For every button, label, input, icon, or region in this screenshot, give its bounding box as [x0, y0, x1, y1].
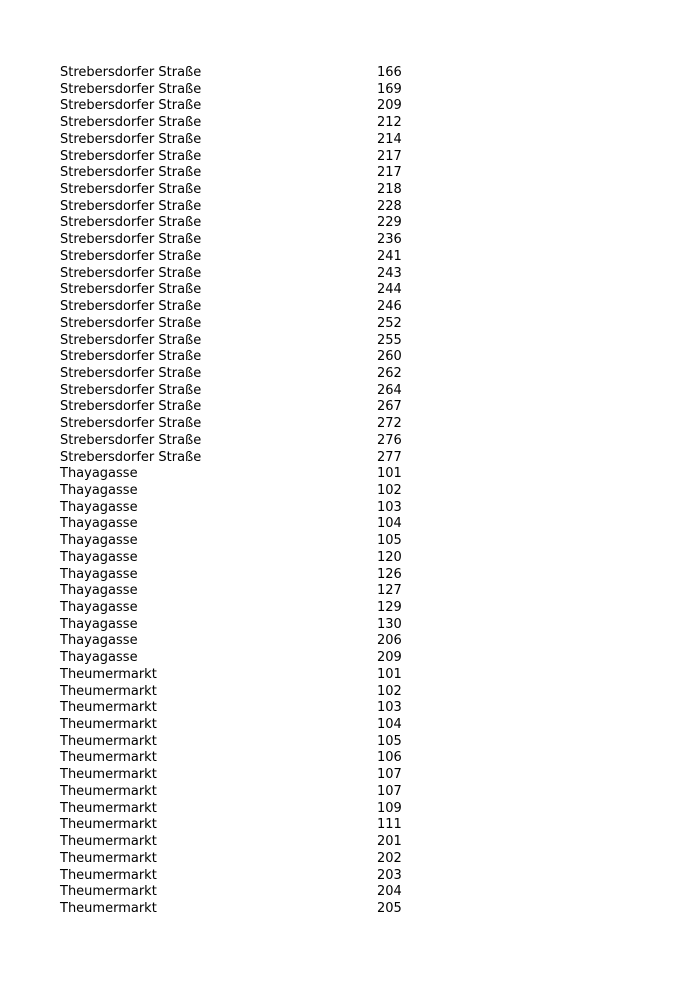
table-row	[60, 450, 420, 467]
house-number-cell: 246	[377, 299, 402, 315]
house-number-cell: 236	[377, 232, 402, 248]
street-name-cell: Thayagasse	[60, 516, 138, 532]
street-name-cell: Thayagasse	[60, 549, 138, 565]
house-number-cell: 262	[377, 365, 402, 381]
table-row	[60, 901, 420, 918]
table-row	[60, 165, 420, 182]
house-number-cell: 101	[377, 466, 402, 482]
street-name-cell: Strebersdorfer Straße	[60, 265, 202, 281]
table-row	[60, 784, 420, 801]
house-number-cell: 120	[377, 549, 402, 565]
table-row	[60, 533, 420, 550]
table-row	[60, 416, 420, 433]
house-number-cell: 204	[377, 884, 402, 900]
table-row	[60, 667, 420, 684]
table-row	[60, 282, 420, 299]
table-row	[60, 299, 420, 316]
table-row	[60, 399, 420, 416]
table-row	[60, 767, 420, 784]
table-row	[60, 516, 420, 533]
house-number-cell: 111	[377, 817, 402, 833]
street-name-cell: Strebersdorfer Straße	[60, 215, 202, 231]
street-name-cell: Theumermarkt	[60, 750, 157, 766]
table-row	[60, 583, 420, 600]
street-name-cell: Strebersdorfer Straße	[60, 248, 202, 264]
table-row	[60, 700, 420, 717]
house-number-cell: 102	[377, 683, 402, 699]
table-row	[60, 466, 420, 483]
street-name-cell: Strebersdorfer Straße	[60, 382, 202, 398]
street-name-cell: Thayagasse	[60, 616, 138, 632]
house-number-cell: 209	[377, 650, 402, 666]
table-row	[60, 750, 420, 767]
table-row	[60, 132, 420, 149]
street-name-cell: Theumermarkt	[60, 800, 157, 816]
house-number-cell: 244	[377, 282, 402, 298]
table-row	[60, 215, 420, 232]
table-row	[60, 617, 420, 634]
table-row	[60, 734, 420, 751]
street-name-cell: Theumermarkt	[60, 867, 157, 883]
street-name-cell: Strebersdorfer Straße	[60, 432, 202, 448]
table-row	[60, 349, 420, 366]
house-number-cell: 109	[377, 800, 402, 816]
table-row	[60, 851, 420, 868]
house-number-cell: 218	[377, 182, 402, 198]
table-row	[60, 817, 420, 834]
street-name-cell: Thayagasse	[60, 600, 138, 615]
street-name-cell: Strebersdorfer Straße	[60, 399, 202, 415]
house-number-cell: 228	[377, 198, 402, 214]
street-name-cell: Theumermarkt	[60, 717, 157, 733]
street-name-cell: Strebersdorfer Straße	[60, 299, 202, 315]
street-name-cell: Strebersdorfer Straße	[60, 182, 202, 198]
table-row	[60, 333, 420, 350]
table-row	[60, 316, 420, 333]
table-row	[60, 567, 420, 584]
house-number-cell: 102	[377, 482, 402, 498]
street-name-cell: Strebersdorfer Straße	[60, 98, 202, 114]
street-name-cell: Thayagasse	[60, 499, 138, 515]
house-number-cell: 206	[377, 633, 402, 649]
table-row	[60, 483, 420, 500]
house-number-cell: 169	[377, 81, 402, 97]
table-row	[60, 98, 420, 115]
house-number-cell: 127	[377, 583, 402, 599]
table-row	[60, 600, 420, 617]
street-name-cell: Thayagasse	[60, 650, 138, 666]
table-row	[60, 633, 420, 650]
table-row	[60, 266, 420, 283]
table-row	[60, 149, 420, 166]
table-row	[60, 868, 420, 885]
street-name-cell: Thayagasse	[60, 633, 138, 649]
house-number-cell: 217	[377, 148, 402, 164]
street-name-cell: Theumermarkt	[60, 900, 157, 916]
table-row	[60, 717, 420, 734]
house-number-cell: 272	[377, 416, 402, 432]
house-number-cell: 209	[377, 98, 402, 114]
street-name-cell: Theumermarkt	[60, 850, 157, 866]
table-row	[60, 182, 420, 199]
street-name-cell: Theumermarkt	[60, 817, 157, 833]
table-row	[60, 834, 420, 851]
house-number-cell: 107	[377, 783, 402, 799]
street-name-cell: Strebersdorfer Straße	[60, 315, 202, 331]
house-number-cell: 276	[377, 432, 402, 448]
street-name-cell: Theumermarkt	[60, 767, 157, 783]
street-name-cell: Strebersdorfer Straße	[60, 198, 202, 214]
table-row	[60, 884, 420, 901]
street-name-cell: Strebersdorfer Straße	[60, 416, 202, 432]
house-number-cell: 203	[377, 867, 402, 883]
street-name-cell: Thayagasse	[60, 566, 138, 582]
house-number-cell: 217	[377, 165, 402, 181]
house-number-cell: 214	[377, 131, 402, 147]
street-name-cell: Strebersdorfer Straße	[60, 148, 202, 164]
house-number-cell: 201	[377, 834, 402, 850]
table-row	[60, 550, 420, 567]
house-number-cell: 107	[377, 767, 402, 783]
table-row	[60, 115, 420, 132]
house-number-cell: 129	[377, 600, 402, 615]
table-row	[60, 383, 420, 400]
house-number-cell: 104	[377, 516, 402, 532]
table-row	[60, 199, 420, 216]
street-name-cell: Theumermarkt	[60, 783, 157, 799]
house-number-cell: 241	[377, 248, 402, 264]
street-name-cell: Strebersdorfer Straße	[60, 232, 202, 248]
table-row	[60, 500, 420, 517]
house-number-cell: 264	[377, 382, 402, 398]
street-name-cell: Thayagasse	[60, 466, 138, 482]
street-name-cell: Strebersdorfer Straße	[60, 115, 202, 131]
house-number-cell: 205	[377, 900, 402, 916]
table-row	[60, 232, 420, 249]
table-row	[60, 82, 420, 99]
table-row	[60, 684, 420, 701]
street-name-cell: Theumermarkt	[60, 834, 157, 850]
house-number-cell: 105	[377, 533, 402, 549]
house-number-cell: 260	[377, 349, 402, 365]
address-table	[60, 65, 420, 918]
house-number-cell: 101	[377, 666, 402, 682]
house-number-cell: 243	[377, 265, 402, 281]
table-row	[60, 65, 420, 82]
table-row	[60, 650, 420, 667]
house-number-cell: 267	[377, 399, 402, 415]
table-row	[60, 366, 420, 383]
table-row	[60, 433, 420, 450]
street-name-cell: Strebersdorfer Straße	[60, 365, 202, 381]
table-row	[60, 801, 420, 818]
house-number-cell: 252	[377, 315, 402, 331]
street-name-cell: Strebersdorfer Straße	[60, 165, 202, 181]
house-number-cell: 212	[377, 115, 402, 131]
street-name-cell: Strebersdorfer Straße	[60, 131, 202, 147]
house-number-cell: 106	[377, 750, 402, 766]
street-name-cell: Strebersdorfer Straße	[60, 65, 202, 80]
street-name-cell: Theumermarkt	[60, 733, 157, 749]
table-row	[60, 249, 420, 266]
house-number-cell: 229	[377, 215, 402, 231]
street-name-cell: Thayagasse	[60, 533, 138, 549]
street-name-cell: Theumermarkt	[60, 700, 157, 716]
house-number-cell: 130	[377, 616, 402, 632]
house-number-cell: 166	[377, 65, 402, 80]
street-name-cell: Strebersdorfer Straße	[60, 81, 202, 97]
street-name-cell: Theumermarkt	[60, 666, 157, 682]
street-name-cell: Strebersdorfer Straße	[60, 332, 202, 348]
house-number-cell: 103	[377, 499, 402, 515]
street-name-cell: Thayagasse	[60, 583, 138, 599]
street-name-cell: Strebersdorfer Straße	[60, 282, 202, 298]
house-number-cell: 105	[377, 733, 402, 749]
street-name-cell: Theumermarkt	[60, 683, 157, 699]
house-number-cell: 255	[377, 332, 402, 348]
house-number-cell: 103	[377, 700, 402, 716]
house-number-cell: 202	[377, 850, 402, 866]
street-name-cell: Strebersdorfer Straße	[60, 349, 202, 365]
street-name-cell: Strebersdorfer Straße	[60, 449, 202, 465]
street-name-cell: Thayagasse	[60, 482, 138, 498]
street-name-cell: Theumermarkt	[60, 884, 157, 900]
house-number-cell: 104	[377, 717, 402, 733]
house-number-cell: 277	[377, 449, 402, 465]
house-number-cell: 126	[377, 566, 402, 582]
